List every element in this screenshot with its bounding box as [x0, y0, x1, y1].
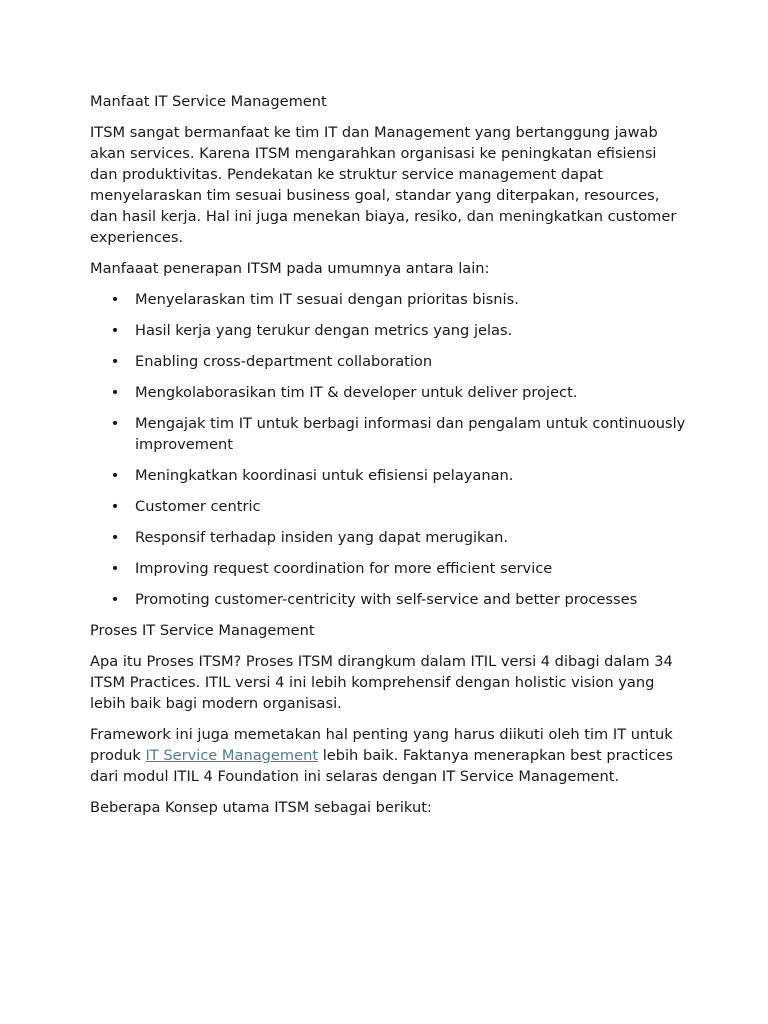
list-item-text: Mengkolaborasikan tim IT & developer untuk deliver project.: [135, 384, 578, 401]
paragraph-manfaat-intro: ITSM sangat bermanfaat ke tim IT dan Management yang bertanggung jawab akan services. Karena ITSM mengarahkan organisasi ke peningkatan efisiensi dan produktivitas. Pendekatan ke struktur service management dapat menyelaraskan tim sesuai business goal, standar yang diterpakan, resources, dan hasil kerja. Hal ini juga menekan biaya, resiko, dan meningkatkan customer experiences.: [90, 124, 677, 246]
list-item: [90, 465, 686, 486]
list-item-text: Customer centric: [135, 498, 261, 515]
list-item: [90, 382, 686, 403]
list-item: [90, 320, 686, 341]
list-item: [90, 558, 686, 579]
list-item: [90, 496, 686, 517]
bullet-icon: •: [110, 591, 120, 608]
list-item-text: Menyelaraskan tim IT sesuai dengan prioritas bisnis.: [135, 291, 519, 308]
paragraph-framework-text-before: Framework ini juga memetakan hal penting yang harus diikuti oleh tim IT untuk produk: [90, 726, 673, 764]
bullet-icon: •: [110, 415, 120, 432]
paragraph-framework: [90, 724, 686, 787]
list-item-text: Promoting customer-centricity with self-service and better processes: [135, 591, 638, 608]
list-item-text: Improving request coordination for more efficient service: [135, 560, 553, 577]
paragraph-konsep-intro: Beberapa Konsep utama ITSM sebagai berikut:: [90, 799, 432, 816]
benefits-list: [90, 289, 686, 610]
section-heading-manfaat: Manfaat IT Service Management: [90, 93, 327, 110]
bullet-icon: •: [110, 291, 120, 308]
list-item: [90, 527, 686, 548]
paragraph-proses-intro: Apa itu Proses ITSM? Proses ITSM dirangkum dalam ITIL versi 4 dibagi dalam 34 ITSM Practices. ITIL versi 4 ini lebih komprehensif dengan holistic vision yang lebih baik bagi modern organisasi.: [90, 653, 673, 712]
list-item: [90, 589, 686, 610]
list-item-text: Meningkatkan koordinasi untuk efisiensi pelayanan.: [135, 467, 514, 484]
list-item: [90, 289, 686, 310]
list-item-text: Mengajak tim IT untuk berbagi informasi dan pengalam untuk continuously improvement: [135, 415, 686, 453]
bullet-icon: •: [110, 529, 120, 546]
list-item-text: Hasil kerja yang terukur dengan metrics yang jelas.: [135, 322, 513, 339]
bullet-icon: •: [110, 384, 120, 401]
bullet-icon: •: [110, 467, 120, 484]
list-item-text: Responsif terhadap insiden yang dapat merugikan.: [135, 529, 509, 546]
bullet-icon: •: [110, 560, 120, 577]
it-service-management-link[interactable]: IT Service Management: [145, 747, 319, 764]
paragraph-manfaat-list-intro: Manfaaat penerapan ITSM pada umumnya antara lain:: [90, 260, 490, 277]
list-item-text: Enabling cross-department collaboration: [135, 353, 433, 370]
section-heading-proses: Proses IT Service Management: [90, 622, 315, 639]
list-item: [90, 351, 686, 372]
bullet-icon: •: [110, 353, 120, 370]
bullet-icon: •: [110, 498, 120, 515]
document-page: [90, 91, 686, 828]
paragraph-framework-text-after: lebih baik. Faktanya menerapkan best practices dari modul ITIL 4 Foundation ini selaras dengan IT Service Management.: [90, 747, 673, 785]
bullet-icon: •: [110, 322, 120, 339]
list-item: [90, 413, 686, 455]
